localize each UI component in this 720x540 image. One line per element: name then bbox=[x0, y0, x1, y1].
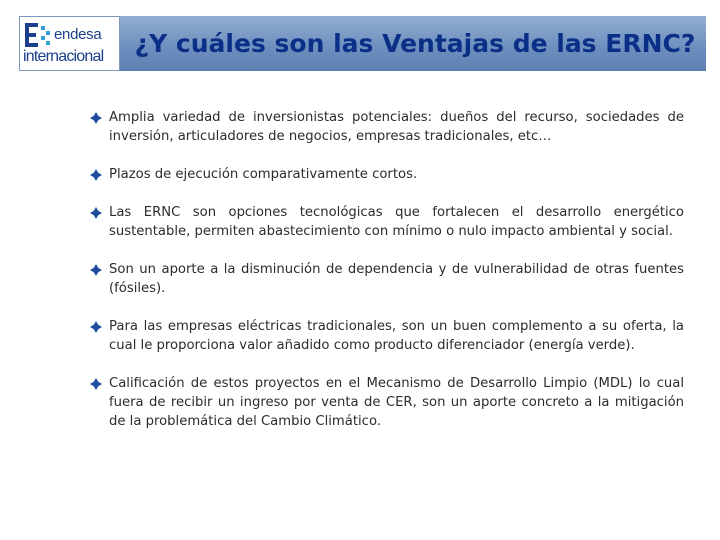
diamond-bullet-icon bbox=[90, 207, 102, 219]
list-item-text: Calificación de estos proyectos en el Mecanismo de Desarrollo Limpio (MDL) lo cual fuera de recibir un ingreso por venta de CER, son un aporte concreto a la mitigación de la problemática del Cambio Climático. bbox=[109, 376, 684, 429]
diamond-bullet-icon bbox=[90, 321, 102, 333]
list-item-text: Son un aporte a la disminución de dependencia y de vulnerabilidad de otras fuentes (fósiles). bbox=[109, 262, 684, 296]
page-title: ¿Y cuáles son las Ventajas de las ERNC? bbox=[134, 29, 696, 58]
diamond-bullet-icon bbox=[90, 378, 102, 390]
list-item bbox=[88, 203, 684, 241]
diamond-bullet-icon bbox=[90, 264, 102, 276]
list-item-text: Plazos de ejecución comparativamente cortos. bbox=[109, 167, 418, 182]
endesa-internacional-logo bbox=[19, 16, 120, 71]
list-item bbox=[88, 374, 684, 431]
advantages-list bbox=[88, 108, 684, 450]
list-item bbox=[88, 165, 684, 184]
diamond-bullet-icon bbox=[90, 169, 102, 181]
list-item bbox=[88, 260, 684, 298]
list-item-text: Para las empresas eléctricas tradicionales, son un buen complemento a su oferta, la cual le proporciona valor añadido como producto diferenciador (energía verde). bbox=[109, 319, 684, 353]
logo-text-endesa: endesa bbox=[54, 26, 102, 43]
list-item-text: Las ERNC son opciones tecnológicas que fortalecen el desarrollo energético sustentable, permiten abastecimiento con mínimo o nulo impacto ambiental y social. bbox=[109, 205, 684, 239]
endesa-e-mark-icon bbox=[25, 23, 51, 47]
logo-text-internacional: internacional bbox=[23, 48, 104, 65]
diamond-bullet-icon bbox=[90, 112, 102, 124]
list-item bbox=[88, 317, 684, 355]
list-item-text: Amplia variedad de inversionistas potenciales: dueños del recurso, sociedades de inversión, articuladores de negocios, empresas tradicionales, etc… bbox=[109, 110, 684, 144]
list-item bbox=[88, 108, 684, 146]
